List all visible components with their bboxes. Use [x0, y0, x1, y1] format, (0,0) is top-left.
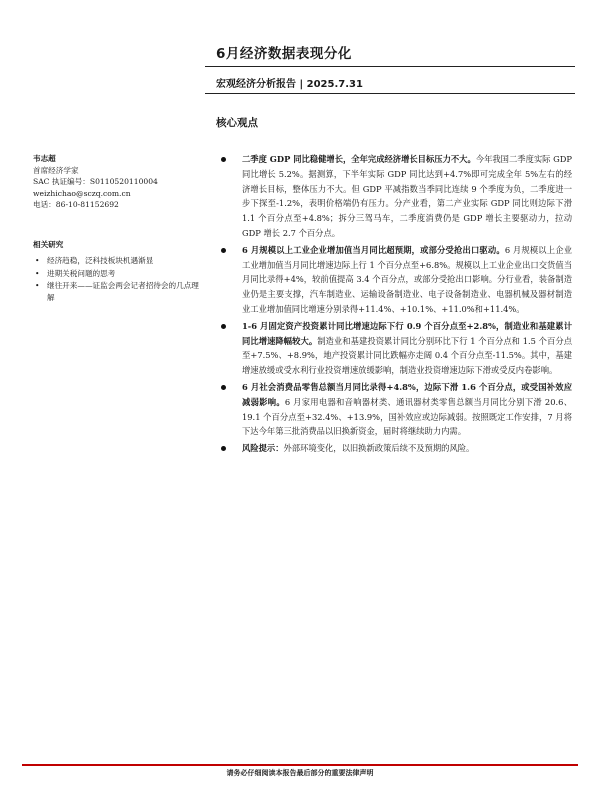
related-research-list [33, 255, 203, 303]
author-sidebar [33, 153, 203, 304]
report-title: 6月经济数据表现分化 [216, 46, 352, 62]
core-view-item [216, 380, 572, 439]
core-view-body: 6 月规模以上企业工业增加值当月同比增速边际上行 1 个百分点至+6.8%。规模以上工业企业出口交货值当月同比录得+4%，较前值提高 3.4 个百分点，或部分受抢出口影响。分行业看，装备制造业仍是主要支撑，汽车制造业、运输设备制造业、电子设备制造业、电器机械及器材制造业工业增加值同比增速分别录得+11.4%、+10.1%、+11.0%和+11.4%。 [242, 244, 572, 314]
author-name: 韦志超 [33, 154, 56, 163]
related-research-item[interactable]: • 进期关税问题的思考 [33, 268, 203, 280]
author-phone: 电话：86-10-81152692 [33, 200, 119, 209]
bullet-icon [221, 157, 226, 162]
bullet-icon [221, 385, 226, 390]
core-view-body: 6 月家用电器和音响器材类、通讯器材类零售总额当月同比分别下滑 20.6、19.1 个百分点至+32.4%、+13.9%，国补效应或边际减弱。按照既定工作安排，7 月将下达今年第三批消费品以旧换新资金，届时将继续助力内需。 [242, 396, 572, 437]
core-view-item [216, 319, 572, 378]
core-view-lead: 二季度 GDP 同比稳健增长，全年完成经济增长目标压力不大。 [242, 154, 476, 164]
related-research-item[interactable]: • 经济趋稳，泛科技板块机遇渐显 [33, 255, 203, 267]
footer-divider [22, 764, 578, 766]
related-research-title: 相关研究 [33, 239, 64, 249]
core-view-lead: 1-6 月固定资产投资累计同比增速边际下行 0.9 个百分点至+2.8%，制造业和基建累计同比增速降幅较大。 [242, 320, 572, 346]
subtitle-divider [205, 93, 575, 94]
sac-id: SAC 执证编号：S0110520110004 [33, 177, 158, 186]
bullet-icon [221, 248, 226, 253]
author-title: 首席经济学家 [33, 165, 79, 175]
core-view-body: 今年我国二季度实际 GDP 同比增长 5.2%。据测算，下半年实际 GDP 同比达到+4.7%即可完成全年 5%左右的经济增长目标，整体压力不大。但 GDP 平减指数当季同比连续 9 个季度为负，二季度进一步下探至-1.2%，表明价格端仍有压力。分产业看，第二产业实际 GDP 同比则边际下滑 1.1 个百分点至+4.8%；拆分三驾马车，二季度消费仍是 GDP 增长主要驱动力，拉动 GDP 增长 2.7 个百分点。 [242, 154, 572, 238]
core-view-lead: 6 月社会消费品零售总额当月同比录得+4.8%，边际下滑 1.6 个百分点，或受国补效应减弱影响。 [242, 381, 572, 407]
legal-disclaimer: 请务必仔细阅读本报告最后部分的重要法律声明 [226, 768, 374, 777]
report-subtitle: 宏观经济分析报告 | 2025.7.31 [216, 79, 363, 90]
bullet-icon [221, 324, 226, 329]
risk-warning-lead: 风险提示： [242, 443, 284, 454]
core-view-item [216, 243, 572, 317]
core-view-item [216, 152, 572, 241]
core-view-lead: 6 月规模以上工业企业增加值当月同比超预期，或部分受抢出口驱动。 [242, 244, 505, 255]
bullet-icon [221, 446, 226, 451]
related-research-item[interactable]: • 继往开来——证监会两会记者招待会的几点理解 [33, 280, 203, 303]
risk-warning-body: 外部环境变化，以旧换新政策后续不及预期的风险。 [283, 443, 475, 454]
core-views [216, 152, 572, 458]
core-view-body: 制造业和基建投资累计同比分别环比下行 1 个百分点和 1.5 个百分点至+7.5%、+8.9%，地产投资累计同比跌幅亦走阔 0.4 个百分点至-11.5%。其中，基建增速放缓或受水利行业投资增速放缓影响，制造业投资增速边际下滑或受反内卷影响。 [242, 335, 572, 376]
author-email: weizhichao@sczq.com.cn [33, 188, 131, 198]
section-title: 核心观点 [216, 117, 258, 129]
core-view-item [216, 441, 572, 456]
title-divider [205, 66, 575, 67]
